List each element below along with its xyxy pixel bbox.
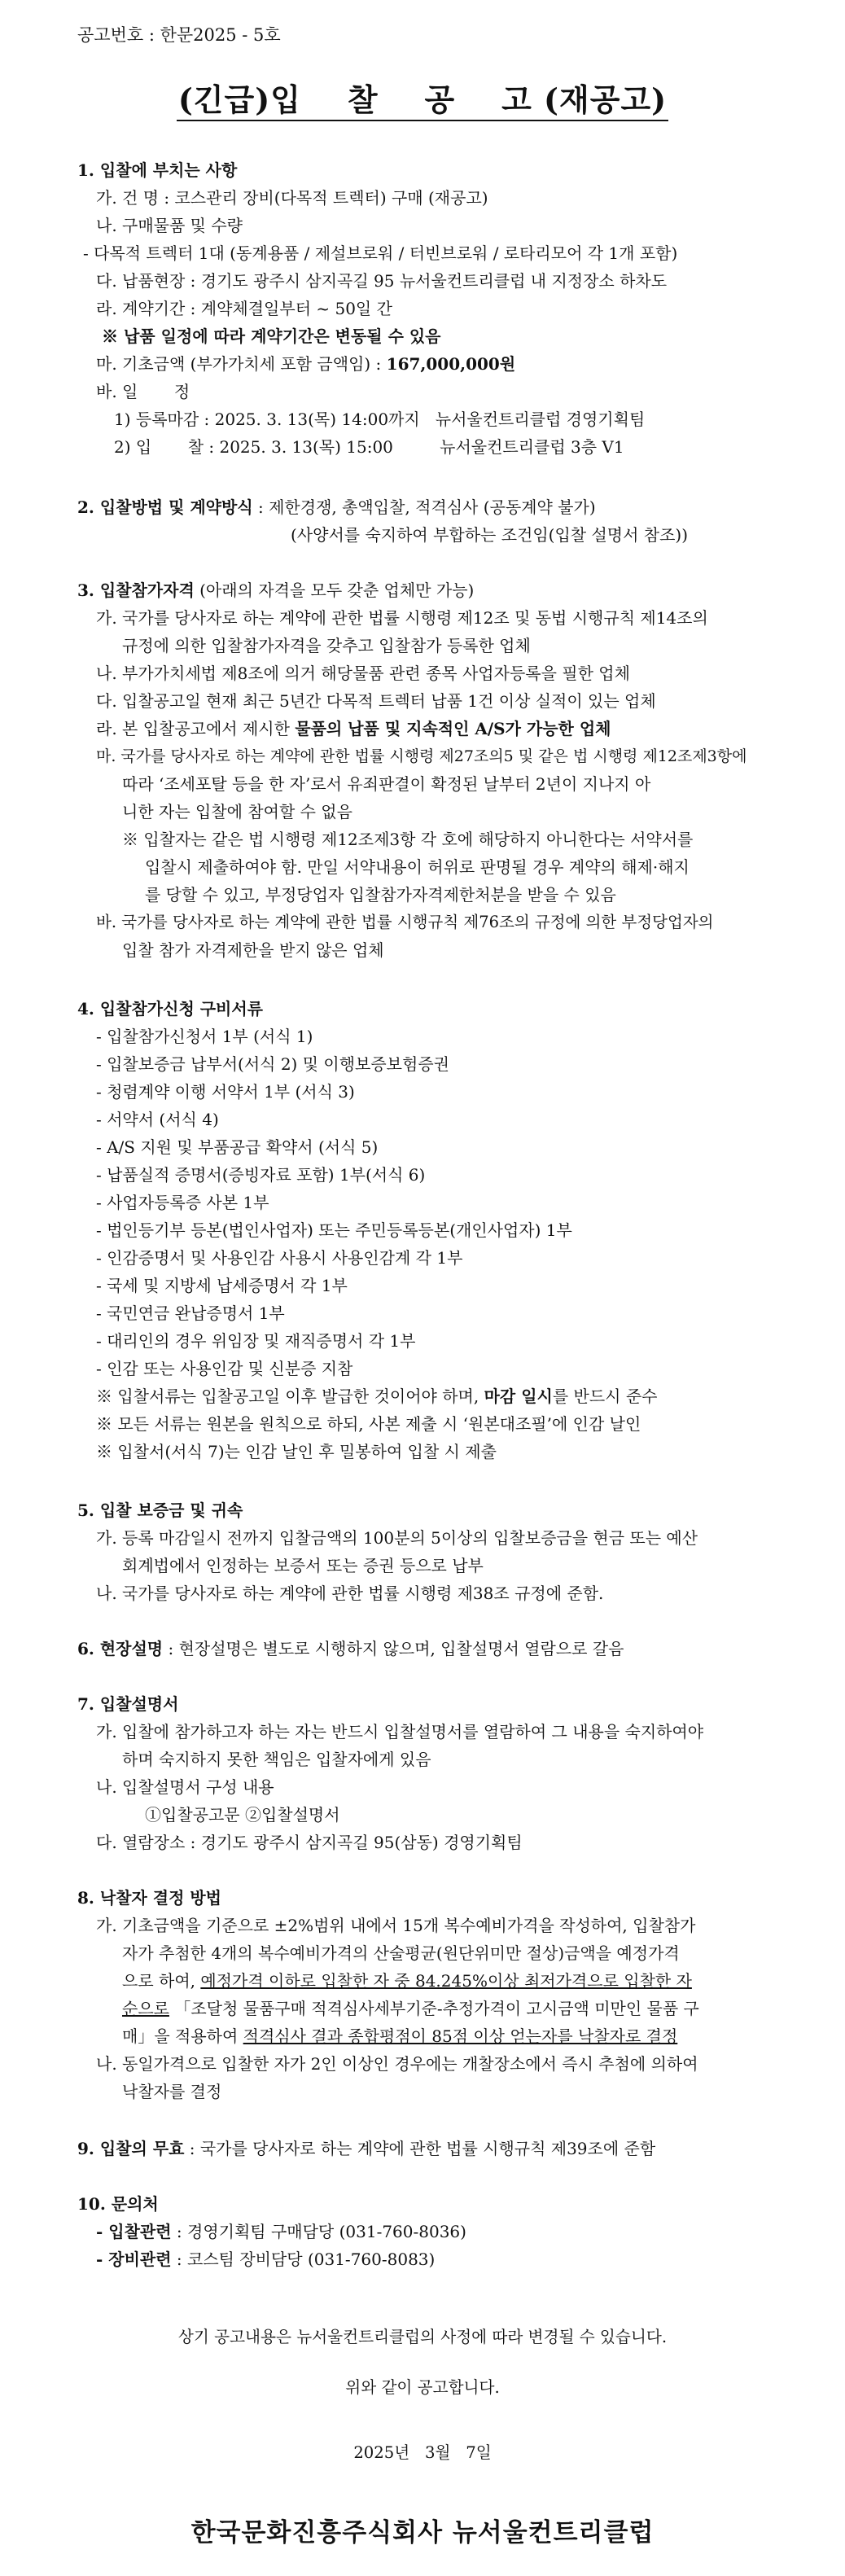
doc-list-item: - A/S 지원 및 부품공급 확약서 (서식 5)	[96, 1137, 379, 1157]
s7-item-b-detail: ①입찰공고문 ②입찰설명서	[145, 1805, 340, 1825]
section-5-heading: 5. 입찰 보증금 및 귀속	[77, 1500, 243, 1520]
s3-item-d	[96, 718, 611, 739]
section-4-heading: 4. 입찰참가신청 구비서류	[77, 999, 264, 1019]
s5-item-a-1: 가. 등록 마감일시 전까지 입찰금액의 100분의 5이상의 입찰보증금을 현금 또는 예산	[96, 1528, 698, 1548]
s3-item-a-2: 규정에 의한 입찰참가자격을 갖추고 입찰참가 등록한 업체	[122, 636, 531, 655]
s3-item-a-1: 가. 국가를 당사자로 하는 계약에 관한 법률 시행령 제12조 및 동법 시행규칙 제14조의	[96, 608, 708, 628]
s1-schedule-2: 2) 입 찰 : 2025. 3. 13(목) 15:00 뉴서울컨트리클럽 3층 V1	[114, 437, 624, 457]
s8-item-b-1: 나. 동일가격으로 입찰한 자가 2인 이상인 경우에는 개찰장소에서 즉시 추첨에 의하여	[96, 2054, 698, 2074]
doc-list-item: - 청렴계약 이행 서약서 1부 (서식 3)	[96, 1082, 355, 1102]
contact-bid-label: - 입찰관련	[96, 2222, 172, 2241]
s3-item-e-note-2: 입찰시 제출하여야 함. 만일 서약내용이 허위로 판명될 경우 계약의 해제·해지	[145, 857, 690, 877]
s4-note-1-bold: 마감 일시	[484, 1387, 553, 1406]
s7-item-a-2: 하며 숙지하지 못한 책임은 입찰자에게 있음	[122, 1750, 431, 1769]
s1-item-e-label: 마. 기초금액 (부가가치세 포함 금액임) :	[96, 354, 387, 374]
section-10-heading: 10. 문의처	[77, 2194, 159, 2214]
s8-item-a-1: 가. 기초금액을 기준으로 ±2%범위 내에서 15개 복수예비가격을 작성하여, 입찰참가	[96, 1916, 696, 1935]
notice-date: 2025년 3월 7일	[353, 2443, 492, 2462]
doc-list-item: - 서약서 (서식 4)	[96, 1110, 219, 1129]
doc-list-item: - 인감증명서 및 사용인감 사용시 사용인감계 각 1부	[96, 1248, 463, 1268]
s3-item-d-bold: 물품의 납품 및 지속적인 A/S가 가능한 업체	[295, 719, 611, 738]
section-2-heading: 2. 입찰방법 및 계약방식	[77, 497, 253, 517]
doc-list-item: - 대리인의 경우 위임장 및 재직증명서 각 1부	[96, 1331, 416, 1351]
s8-item-b-2: 낙찰자를 결정	[122, 2082, 222, 2101]
s2-text: : 제한경쟁, 총액입찰, 적격심사 (공동계약 불가)	[252, 497, 596, 517]
s3-item-e-1: 마. 국가를 당사자로 하는 계약에 관한 법률 시행령 제27조의5 및 같은 법 시행령 제12조제3항에	[96, 747, 747, 765]
s3-item-d-text: 라. 본 입찰공고에서 제시한	[96, 719, 296, 738]
s5-item-a-2: 회계법에서 인정하는 보증서 또는 증권 등으로 납부	[122, 1556, 484, 1575]
s8-item-a-5-text: 매」을 적용하여	[122, 2026, 243, 2046]
s4-note-1-text: ※ 입찰서류는 입찰공고일 이후 발급한 것이어야 하며,	[96, 1387, 484, 1406]
s3-item-e-3: 니한 자는 입찰에 참여할 수 없음	[122, 802, 352, 821]
base-amount: 167,000,000원	[386, 354, 516, 374]
s3-item-e-2: 따라 ‘조세포탈 등을 한 자’로서 유죄판결이 확정된 날부터 2년이 지나지 아	[122, 774, 651, 794]
s8-item-a-4	[122, 1998, 699, 2019]
s1-schedule-1: 1) 등록마감 : 2025. 3. 13(목) 14:00까지 뉴서울컨트리클럽 경영기획팀	[114, 410, 646, 429]
s1-item-d-note: ※ 납품 일정에 따라 계약기간은 변동될 수 있음	[102, 326, 441, 346]
s3-item-e-note-3: 를 당할 수 있고, 부정당업자 입찰참가자격제한처분을 받을 수 있음	[145, 885, 616, 905]
doc-list-item: - 인감 또는 사용인감 및 신분증 지참	[96, 1359, 353, 1378]
section-9	[77, 2138, 655, 2159]
s7-item-a-1: 가. 입찰에 참가하고자 하는 자는 반드시 입찰설명서를 열람하여 그 내용을 숙지하여야	[96, 1722, 704, 1741]
s8-item-a-4-text: 「조달청 물품구매 적격심사세부기준-추정가격이 고시금액 미만인 물품 구	[169, 1999, 699, 2018]
s1-item-f: 바. 일 정	[96, 382, 190, 401]
title-text: (긴급)입 찰 공 고 (재공고)	[177, 81, 668, 121]
contact-equipment	[96, 2249, 435, 2270]
section-3-heading: 3. 입찰참가자격	[77, 580, 195, 600]
section-8-heading: 8. 낙찰자 결정 방법	[77, 1888, 222, 1908]
s8-item-a-5	[122, 2026, 677, 2047]
s8-item-a-3-underline: 예정가격 이하로 입찰한 자 중 84.245%이상 최저가격으로 입찰한 자	[200, 1971, 692, 1991]
closing-line-2: 위와 같이 공고합니다.	[345, 2378, 500, 2397]
doc-list-item: - 납품실적 증명서(증빙자료 포함) 1부(서식 6)	[96, 1165, 426, 1185]
s3-item-c: 다. 입찰공고일 현재 최근 5년간 다목적 트렉터 납품 1건 이상 실적이 있는 업체	[96, 691, 656, 711]
section-6-heading: 6. 현장설명	[77, 1639, 164, 1658]
contact-bid	[96, 2221, 466, 2242]
s8-item-a-5-underline: 적격심사 결과 종합평점이 85점 이상 얻는자를 낙찰자로 결정	[243, 2026, 678, 2046]
s4-note-1	[96, 1386, 657, 1407]
s3-heading-note: (아래의 자격을 모두 갖춘 업체만 가능)	[194, 580, 475, 600]
doc-list-item: - 국세 및 지방세 납세증명서 각 1부	[96, 1276, 348, 1295]
closing-line-1: 상기 공고내용은 뉴서울컨트리클럽의 사정에 따라 변경될 수 있습니다.	[177, 2328, 668, 2346]
s8-item-a-3-text: 으로 하여,	[122, 1971, 201, 1991]
contact-equipment-label: - 장비관련	[96, 2250, 172, 2269]
notice-number: 공고번호 : 한문2025 - 5호	[77, 25, 281, 45]
s3-item-b: 나. 부가가치세법 제8조에 의거 해당물품 관련 종목 사업자등록을 필한 업체	[96, 664, 630, 683]
s3-item-f-1: 바. 국가를 당사자로 하는 계약에 관한 법률 시행규칙 제76조의 규정에 의한 부정당업자의	[96, 913, 714, 931]
section-1-heading: 1. 입찰에 부치는 사항	[77, 160, 238, 180]
s5-item-b: 나. 국가를 당사자로 하는 계약에 관한 법률 시행령 제38조 규정에 준함.	[96, 1584, 604, 1603]
doc-list-item: - 입찰보증금 납부서(서식 2) 및 이행보증보험증권	[96, 1054, 449, 1074]
section-2	[77, 497, 596, 518]
contact-equipment-text: : 코스팀 장비담당 (031-760-8083)	[171, 2250, 436, 2269]
section-6	[77, 1638, 624, 1659]
s8-item-a-3	[122, 1970, 692, 1991]
section-7-heading: 7. 입찰설명서	[77, 1694, 179, 1714]
doc-list-item: - 국민연금 완납증명서 1부	[96, 1303, 285, 1323]
s6-text: : 현장설명은 별도로 시행하지 않으며, 입찰설명서 열람으로 갈음	[163, 1639, 624, 1658]
s2-text-2: (사양서를 숙지하여 부합하는 조건임(입찰 설명서 참조))	[291, 525, 689, 545]
doc-list-item: - 법인등기부 등본(법인사업자) 또는 주민등록등본(개인사업자) 1부	[96, 1220, 572, 1240]
s7-item-c: 다. 열람장소 : 경기도 광주시 삼지곡길 95(삼동) 경영기획팀	[96, 1833, 523, 1852]
s4-note-1-end: 를 반드시 준수	[552, 1387, 658, 1406]
s7-item-b: 나. 입찰설명서 구성 내용	[96, 1777, 274, 1797]
s9-text: : 국가를 당사자로 하는 계약에 관한 법률 시행규칙 제39조에 준함	[184, 2139, 656, 2158]
doc-list-item: - 입찰참가신청서 1부 (서식 1)	[96, 1027, 313, 1046]
s8-item-a-2: 자가 추첨한 4개의 복수예비가격의 산술평균(원단위미만 절상)금액을 예정가격	[122, 1943, 680, 1963]
s1-item-d: 라. 계약기간 : 계약체결일부터 ~ 50일 간	[96, 299, 392, 318]
doc-list-item: - 사업자등록증 사본 1부	[96, 1193, 269, 1212]
section-3	[77, 580, 474, 601]
s3-item-e-note-1: ※ 입찰자는 같은 법 시행령 제12조제3항 각 호에 해당하지 아니한다는 서약서를	[122, 830, 694, 849]
s1-item-b: 나. 구매물품 및 수량	[96, 216, 243, 235]
s4-note-2: ※ 모든 서류는 원본을 원칙으로 하되, 사본 제출 시 ‘원본대조필’에 인감 날인	[96, 1414, 641, 1434]
s4-note-3: ※ 입찰서(서식 7)는 인감 날인 후 밀봉하여 입찰 시 제출	[96, 1442, 497, 1461]
s1-item-b-detail: - 다목적 트렉터 1대 (동계용품 / 제설브로워 / 터빈브로워 / 로타리모어 각 1개 포함)	[83, 243, 678, 263]
s1-item-e	[96, 353, 515, 375]
issuer-name: 한국문화진흥주식회사 뉴서울컨트리클럽	[190, 2518, 655, 2548]
s1-item-a: 가. 건 명 : 코스관리 장비(다목적 트렉터) 구매 (재공고)	[96, 188, 488, 208]
document-title	[0, 75, 845, 120]
s3-item-f-2: 입찰 참가 자격제한을 받지 않은 업체	[122, 940, 384, 960]
contact-bid-text: : 경영기획팀 구매담당 (031-760-8036)	[171, 2222, 466, 2241]
section-9-heading: 9. 입찰의 무효	[77, 2139, 185, 2158]
s1-item-c: 다. 납품현장 : 경기도 광주시 삼지곡길 95 뉴서울컨트리클럽 내 지정장소 하차도	[96, 271, 668, 291]
s8-item-a-4-underline: 순으로	[122, 1999, 169, 2018]
